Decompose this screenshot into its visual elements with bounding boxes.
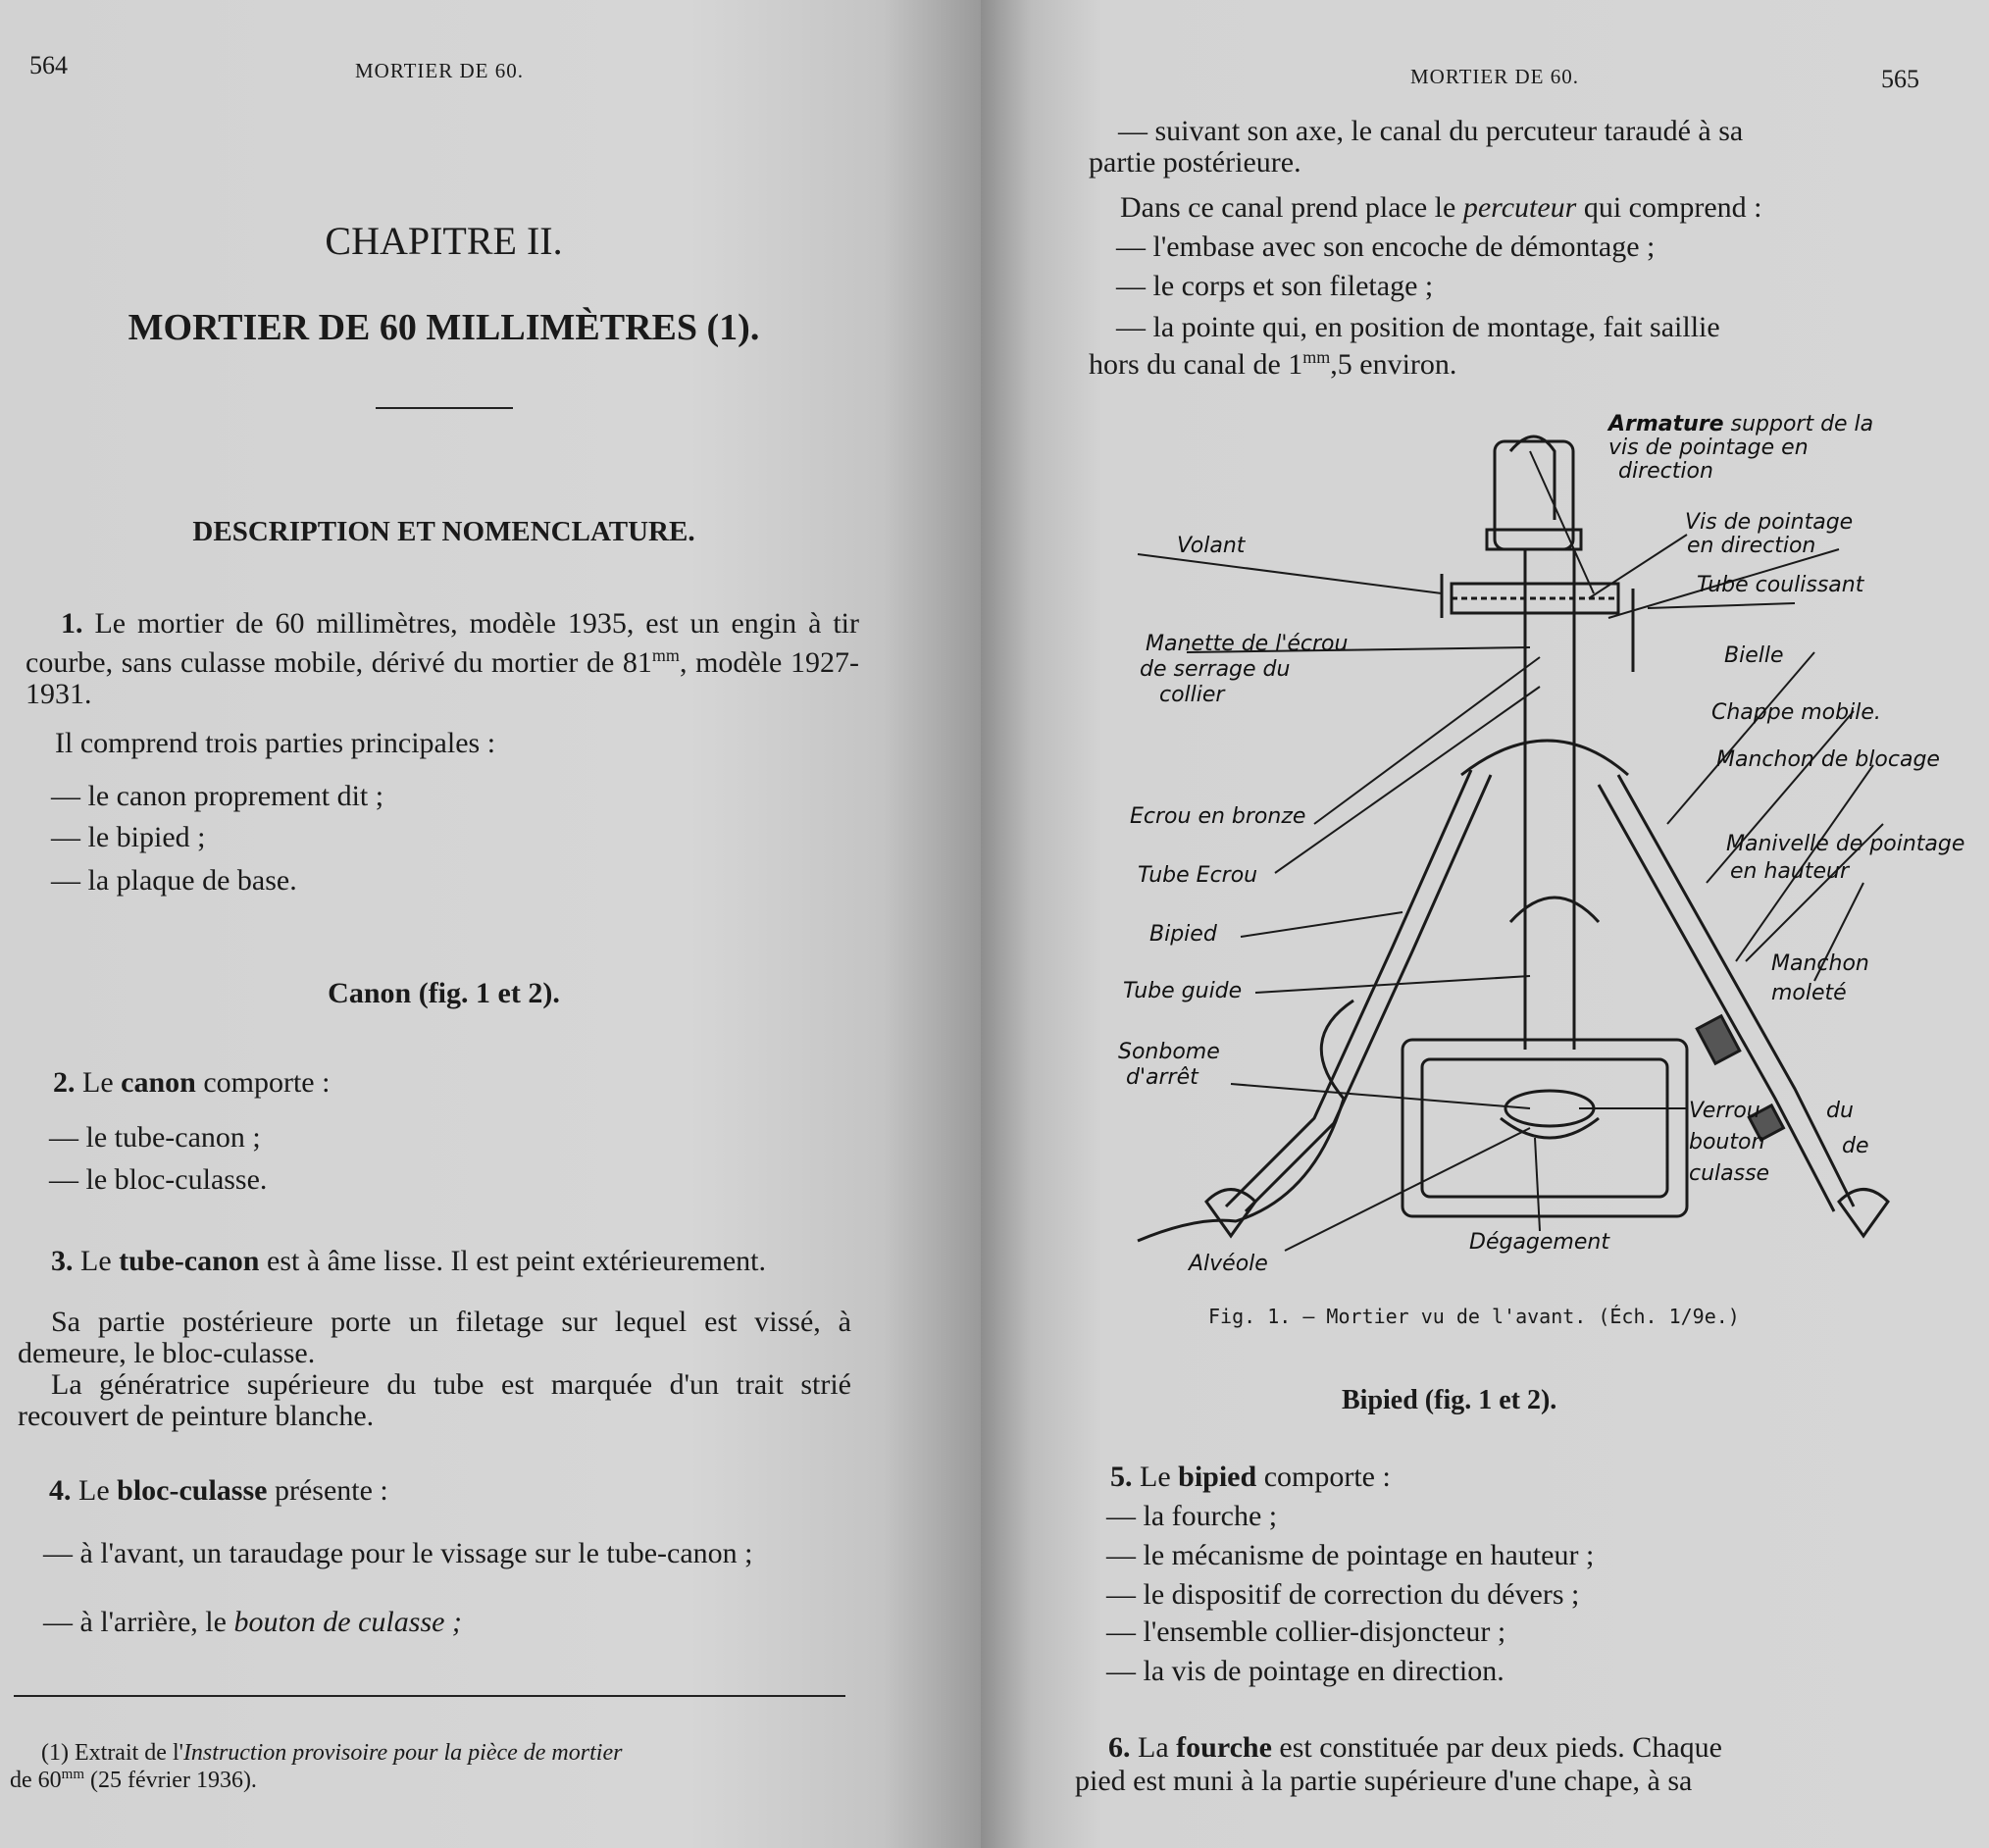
footnote-title: Instruction provisoire pour la pièce de mortier bbox=[182, 1740, 623, 1766]
term: bloc-culasse bbox=[117, 1474, 268, 1507]
label-tube-guide: Tube guide bbox=[1123, 979, 1243, 1003]
title-footnote-ref: (1). bbox=[706, 307, 760, 348]
chapter-title: CHAPITRE II. bbox=[325, 219, 563, 263]
sling bbox=[1138, 1001, 1353, 1241]
leader-line bbox=[1275, 687, 1540, 873]
label-verrou-l1: Verrou bbox=[1689, 1099, 1760, 1123]
text-line: partie postérieure. bbox=[1089, 146, 1301, 179]
list-item: — le tube-canon ; bbox=[49, 1121, 261, 1154]
label-vis-l2: en direction bbox=[1687, 534, 1816, 558]
list-item: — l'ensemble collier-disjoncteur ; bbox=[1106, 1616, 1506, 1648]
canon-heading: Canon (fig. 1 et 2). bbox=[328, 977, 560, 1009]
leader-line bbox=[1241, 912, 1402, 937]
label-tube-coulissant: Tube coulissant bbox=[1697, 573, 1864, 597]
text: Le bbox=[1140, 1461, 1171, 1493]
paragraph-number: 6. bbox=[1108, 1731, 1131, 1764]
base-plate bbox=[1402, 1040, 1687, 1216]
label-manchon-l2: moleté bbox=[1771, 981, 1847, 1005]
book-title bbox=[0, 306, 888, 349]
text: Le bbox=[78, 1474, 110, 1507]
leader-line bbox=[1231, 1084, 1530, 1108]
base-plate-inner bbox=[1422, 1059, 1667, 1197]
left-page bbox=[0, 0, 981, 1848]
figure-caption: Fig. 1. — Mortier vu de l'avant. (Éch. 1/9e.) bbox=[1208, 1305, 1740, 1328]
list-item: — la vis de pointage en direction. bbox=[1106, 1655, 1504, 1687]
text: présente : bbox=[274, 1474, 388, 1507]
label-vis-l1: Vis de pointage bbox=[1685, 510, 1854, 535]
text: est à âme lisse. Il est peint extérieurement. bbox=[267, 1245, 766, 1277]
label-manchon-blocage: Manchon de blocage bbox=[1716, 747, 1940, 772]
label-manchon-l1: Manchon bbox=[1771, 951, 1869, 976]
term: fourche bbox=[1176, 1731, 1272, 1764]
parts-intro: Il comprend trois parties principales : bbox=[55, 727, 496, 759]
label-degagement: Dégagement bbox=[1469, 1230, 1609, 1255]
list-item: — le mécanisme de pointage en hauteur ; bbox=[1106, 1539, 1595, 1571]
label-manette-l1: Manette de l'écrou bbox=[1146, 632, 1349, 656]
page-number: 565 bbox=[1881, 65, 1919, 93]
text: La bbox=[1138, 1731, 1169, 1764]
label-chape: Chappe mobile. bbox=[1711, 700, 1881, 725]
unit-sup: mm bbox=[651, 645, 680, 665]
label-armature bbox=[1608, 412, 1873, 436]
text: de 60 bbox=[10, 1768, 62, 1793]
paragraph-1 bbox=[26, 608, 859, 710]
italic-term: percuteur bbox=[1462, 191, 1577, 224]
label-verrou-l3: culasse bbox=[1689, 1161, 1770, 1186]
list-item bbox=[43, 1607, 462, 1638]
paragraph-text: Le mortier de 60 millimètres, modèle 1935, est un engin à tir courbe, sans culasse mobile, dérivé du mortier de 81 bbox=[26, 607, 860, 679]
label-manivelle-l1: Manivelle de pointage bbox=[1726, 832, 1965, 856]
text-line bbox=[1089, 341, 1456, 381]
label-armature-bold: Armature bbox=[1608, 412, 1724, 436]
list-item: — à l'avant, un taraudage pour le vissage sur le tube-canon ; bbox=[43, 1537, 753, 1569]
label-sonbome-l2: d'arrêt bbox=[1126, 1065, 1198, 1090]
paragraph-number: 1. bbox=[61, 607, 83, 640]
label-bielle: Bielle bbox=[1724, 643, 1784, 668]
text: comporte : bbox=[203, 1066, 331, 1099]
label-manette-l2: de serrage du bbox=[1140, 657, 1291, 682]
text-line: — suivant son axe, le canal du percuteur taraudé à sa bbox=[1118, 115, 1744, 147]
collar-arch bbox=[1461, 741, 1628, 775]
percuteur-intro bbox=[1120, 192, 1761, 224]
section-heading: DESCRIPTION ET NOMENCLATURE. bbox=[192, 516, 695, 547]
text: (25 février 1936). bbox=[84, 1768, 257, 1793]
barrel-handle bbox=[1510, 436, 1555, 520]
list-item: — le dispositif de correction du dévers ; bbox=[1106, 1578, 1580, 1611]
leader-line bbox=[1314, 657, 1540, 824]
label-du: du bbox=[1826, 1099, 1854, 1123]
paragraph-3-line-3: La génératrice supérieure du tube est marquée d'un trait strié recouvert de peinture blanche. bbox=[18, 1368, 851, 1432]
right-foot bbox=[1839, 1190, 1888, 1237]
label-verrou-l2: bouton bbox=[1689, 1130, 1765, 1155]
text: — à l'arrière, le bbox=[43, 1606, 227, 1638]
running-head: MORTIER DE 60. bbox=[355, 59, 524, 82]
leader-line bbox=[1589, 535, 1687, 598]
unit-sup: mm bbox=[61, 1767, 84, 1782]
left-leg bbox=[1226, 770, 1471, 1206]
right-page bbox=[981, 0, 1989, 1848]
paragraph-number: 5. bbox=[1110, 1461, 1133, 1493]
label-sonbome-l1: Sonbome bbox=[1118, 1040, 1220, 1064]
list-item: — le corps et son filetage ; bbox=[1116, 270, 1434, 302]
label-armature-l2: vis de pointage en bbox=[1608, 436, 1809, 460]
label-de: de bbox=[1842, 1134, 1869, 1158]
leader-line bbox=[1530, 451, 1594, 593]
text: comporte : bbox=[1263, 1461, 1391, 1493]
leader-line bbox=[1707, 711, 1854, 883]
paragraph-2 bbox=[53, 1067, 330, 1099]
unit-sup: mm bbox=[1302, 347, 1331, 367]
label-ecrou-bronze: Ecrou en bronze bbox=[1130, 804, 1306, 829]
term: canon bbox=[121, 1066, 196, 1099]
list-item: — l'embase avec son encoche de démontage ; bbox=[1116, 231, 1656, 263]
paragraph-3 bbox=[18, 1246, 851, 1277]
leader-line bbox=[1648, 603, 1795, 608]
leader-line bbox=[1667, 652, 1814, 824]
list-item: — le canon proprement dit ; bbox=[51, 780, 384, 812]
term: tube-canon bbox=[119, 1245, 260, 1277]
title-rule bbox=[376, 407, 513, 409]
text-line: pied est muni à la partie supérieure d'une chape, à sa bbox=[1075, 1765, 1693, 1797]
list-item: — la pointe qui, en position de montage, fait saillie bbox=[1116, 311, 1720, 343]
left-leg-inner bbox=[1246, 775, 1491, 1211]
paragraph-6 bbox=[1108, 1732, 1722, 1764]
text: qui comprend : bbox=[1583, 191, 1762, 224]
footnote bbox=[41, 1742, 622, 1764]
label-manette-l3: collier bbox=[1159, 683, 1225, 707]
list-item: — la plaque de base. bbox=[51, 864, 297, 897]
label-armature-l3: direction bbox=[1618, 459, 1713, 484]
label-manivelle-l2: en hauteur bbox=[1730, 859, 1849, 884]
leader-line bbox=[1255, 976, 1530, 993]
footnote-text: (1) Extrait de l' bbox=[41, 1740, 183, 1766]
paragraph-number: 3. bbox=[51, 1245, 74, 1277]
left-foot bbox=[1206, 1190, 1255, 1237]
label-bipied: Bipied bbox=[1149, 922, 1217, 947]
list-item: — la fourche ; bbox=[1106, 1500, 1278, 1532]
label-alveole: Alvéole bbox=[1189, 1252, 1268, 1276]
running-head: MORTIER DE 60. bbox=[1410, 65, 1579, 88]
paragraph-number: 4. bbox=[49, 1474, 72, 1507]
text: ,5 environ. bbox=[1330, 348, 1457, 381]
label-tube-ecrou: Tube Ecrou bbox=[1138, 863, 1258, 888]
list-item: — le bipied ; bbox=[51, 821, 206, 853]
italic-term: bouton de culasse ; bbox=[233, 1606, 462, 1638]
term: bipied bbox=[1178, 1461, 1257, 1493]
leader-line bbox=[1138, 554, 1442, 593]
footnote-line-2 bbox=[10, 1764, 257, 1791]
paragraph-3-line-2: Sa partie postérieure porte un filetage sur lequel est vissé, à demeure, le bloc-culasse. bbox=[18, 1306, 851, 1369]
paragraph-4 bbox=[49, 1475, 388, 1507]
label-armature-l1: support de la bbox=[1730, 412, 1874, 436]
text: Dans ce canal prend place le bbox=[1120, 191, 1456, 224]
text: Le bbox=[82, 1066, 114, 1099]
text: est constituée par deux pieds. Chaque bbox=[1279, 1731, 1722, 1764]
text: hors du canal de 1 bbox=[1089, 348, 1303, 381]
label-volant: Volant bbox=[1177, 534, 1246, 558]
paragraph-tail: , modèle 1927-1931. bbox=[26, 646, 860, 710]
paragraph-5 bbox=[1110, 1462, 1391, 1493]
title-main: MORTIER DE 60 MILLIMÈTRES bbox=[128, 307, 698, 348]
page-number: 564 bbox=[29, 51, 68, 79]
list-item: — le bloc-culasse. bbox=[49, 1163, 268, 1196]
text: Le bbox=[80, 1245, 112, 1277]
paragraph-number: 2. bbox=[53, 1066, 76, 1099]
bipied-heading: Bipied (fig. 1 et 2). bbox=[1342, 1385, 1557, 1415]
mortar-figure bbox=[981, 412, 1989, 1275]
footnote-rule bbox=[14, 1695, 845, 1697]
